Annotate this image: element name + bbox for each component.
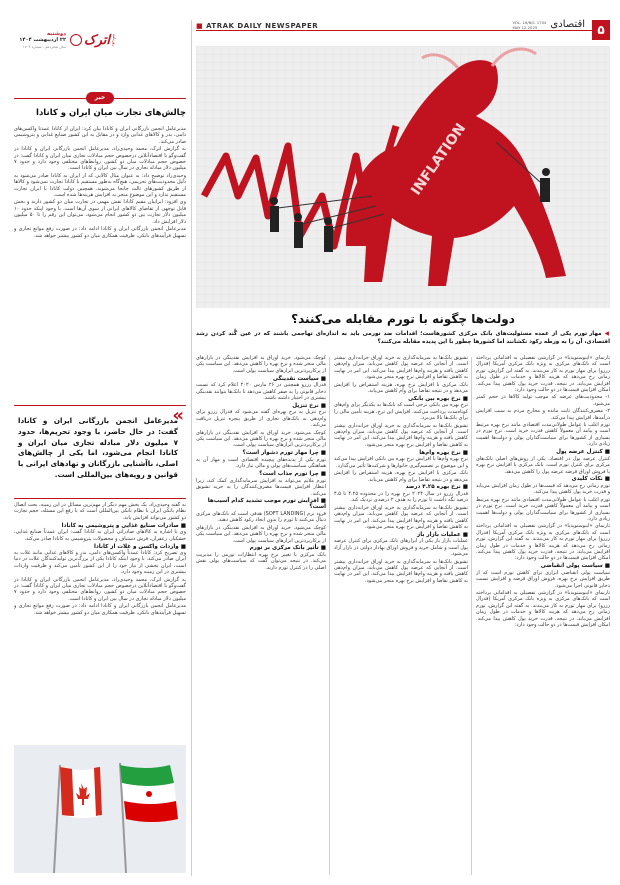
quote-mark-icon: « [172,405,184,426]
page-divider [191,20,192,876]
article-subhead: ■ نرخ بهره وام‌ها [419,449,468,456]
inflation-illustration [196,46,610,308]
article-paragraph: نرخ بهره بین بانکی نرخی است که بانک‌ها به یکدیگر برای وام‌های کوتاه‌مدت پرداخت می‌کنند. افزایش این نرخ، هزینه تأمین مالی را برای بانک‌ها بالا می‌برد. [334,402,468,422]
date-block [14,30,66,50]
side-paragraph: وحیدی‌راد توضیح داد: به عنوان مثال کالایی که از ایران به کانادا صادر می‌شود به دلیل محدودیت‌های تحریمی، هیچ‌گاه به‌طور مستقیم با کانادا تجارت نمی‌شود و کالاها از طریق کشورهای ثالث جابجا می‌شوند. همچنین دولت کانادا با ایران تجارت مستقیم ندارد و این موضوع منجر به افزایش هزینه‌ها شده است. [14,172,186,199]
main-column-2 [334,355,468,877]
article-subhead: ■ نرخ تنزیل [292,402,326,409]
section-name: اقتصادی [550,19,585,30]
article-paragraph: فرود نرم (SOFT LANDING) هدفی است که بانک‌های مرکزی دنبال می‌کنند تا تورم را بدون ایجاد رکود کاهش دهند. [196,510,326,524]
paper-name-en: ■ ATRAK DAILY NEWSPAPER [196,22,321,30]
article-paragraph: نرخ بهره وام‌ها با افزایش نرخ بهره بین بانکی افزایش پیدا می‌کند و این موضوع بر تصمیم‌گیری خانوارها و شرکت‌ها تأثیر می‌گذارد. [334,456,468,469]
article-subhead: ■ نرخ بهره ۴.۲۵ درصد [405,484,468,491]
article-paragraph: کوچک می‌شود. خرید اوراق به افزایش نقدینگی در بازارهای مالی منجر شده و نرخ بهره را کاهش می‌دهد. این سیاست یکی از پرکاربردترین ابزارهای سیاست پولی است. [196,429,326,449]
lead-arrow-icon: ◀ [604,331,610,337]
side-paragraph: مدیرعامل انجمن بازرگانی ایران و کانادا ادامه داد: در صورت رفع موانع تجاری و تسهیل فرآیندهای بانکی، ظرفیت همکاری میان دو کشور بیشتر خواهد شد. [14,226,186,239]
inflation-bull-illustration [196,46,610,308]
article-paragraph: عملیات بازار باز یکی از ابزارهای بانک مرکزی برای کنترل عرضه پول است و شامل خرید و فروش اوراق بهادار دولتی در بازار آزاد می‌شود. [334,538,468,558]
masthead [14,30,186,50]
article-subhead: ■ عملیات بازار باز [417,531,468,538]
side-body-2 [14,502,186,740]
side-body [14,126,186,399]
article-paragraph: تشویق بانک‌ها به سرمایه‌گذاری به خرید اوراق خزانه‌داری بیشتر است. از آنجایی که عرضه پول کاهش می‌یابد، میزان وام‌دهی کاهش یافته و هزینه وام‌ها افزایش پیدا می‌کند. این امر در نهایت به کاهش تقاضا و افزایش نرخ بهره منجر می‌شود. [334,355,468,381]
side-paragraph: به گزارش اترک، محمد وحیدی‌راد، مدیرعامل انجمن بازرگانی ایران و کانادا در گفت‌وگو با اقتصادآنلاین درخصوص حجم مبادلات تجاری میان ایران و کانادا گفت: در خصوص حجم مبادلات میان دو کشور، روابط‌های مختلفی وجود دارد و حدود ۷ میلیون دلار مبادله تجاری در سال بین ایران و کانادا است. [14,576,186,602]
canada-iran-flags-image [14,745,186,873]
article-subhead: ■ سیاست پولی انقباضی [540,563,610,570]
logo [70,30,122,50]
main-headline: دولت‌ها چگونه با تورم مقابله می‌کنند؟ [291,312,515,326]
flags-photo [14,745,186,873]
article-subhead: ■ چرا تورم جذاب است؟ [259,471,326,478]
article-paragraph: بانک مرکزی با تغییر نرخ بهره انتظارات تورمی را مدیریت می‌کند. در نتیجه می‌توان گفت که سیاست‌های پولی نقش اصلی را در کنترل تورم دارند. [196,551,326,571]
logo-sub: روزنامه [112,33,118,47]
article-paragraph: تورم زمانی رخ می‌دهد که قیمت‌ها در طول زمان افزایش می‌یابد و قدرت خرید پول کاهش پیدا می‌کند. [476,482,610,496]
article-paragraph: نرخ تنزیل به نرخ بهره‌ای گفته می‌شود که فدرال رزرو برای وام‌دهی به بانک‌های تجاری از طریق پنجره تنزیل دریافت می‌کند. [196,409,326,429]
article-paragraph: تارنمای «اینوستوپدیا» در گزارشی تفصیلی به اقداماتی پرداخته است که بانک‌های مرکزی به ویژه بانک مرکزی آمریکا (فدرال رزرو) برای مهار تورم به کار می‌بندند. به گفته این گزارش، تورم زمانی رخ می‌دهد که هزینه کالاها و خدمات در طول زمان افزایش می‌یابد. در نتیجه، قدرت خرید پول کاهش پیدا می‌کند. امکان افزایش قیمت‌ها در دو حالت وجود دارد: [476,523,610,562]
side-paragraph: وی تصریح کرد: کانادا عمدتاً واکسن‌های دامی، بذر و کالاهای غذایی مانند غلات به ایران صادر می‌کند. با وجود اینکه کانادا یکی از بزرگ‌ترین تولیدکنندگان غلات در دنیا است، ایران بخشی از نیاز خود را از این کشور تأمین می‌کند و ظرفیت واردات بیشتری در این زمینه وجود دارد. [14,550,186,576]
article-paragraph: فدرال رزرو در سال ۲۰۲۴ نرخ بهره را در محدوده ۴.۲۵ تا ۴.۵ درصد نگه داشت تا تورم را به هدف ۲ درصدی نزدیک کند. [334,490,468,504]
article-subhead: ■ چرا مهار تورم دشوار است؟ [242,450,326,457]
date-fa: ۲۲ اردیبهشت ۱۴۰۴ [19,37,66,43]
side-subhead: ■ واردات واکسن و غلات از کانادا [93,543,186,550]
article-subhead: ■ کنترل عرضه پول [556,449,610,456]
article-paragraph: تشویق بانک‌ها به سرمایه‌گذاری به خرید اوراق خزانه‌داری بیشتر است. از آنجایی که عرضه پول کاهش می‌یابد، میزان وام‌دهی کاهش یافته و هزینه وام‌ها افزایش پیدا می‌کند. این امر در نهایت به کاهش تقاضا و افزایش نرخ بهره منجر می‌شود. [334,558,468,584]
main-lead: ◀ مهار تورم یکی از عمده مسئولیت‌های بانک مرکزی کشورهاست؛ اقدامات ضد تورمی باید به اندازه‌ای تهاجمی باشند که در عین گُند کردن رشد اقتصادی، آن را به ورطه رکود نکشانند اما کشورها چطور با این پدیده مقابله می‌کنند؟ [196,331,610,345]
inflation-label: INFLATION [408,120,470,199]
side-headline: چالش‌های تجارت میان ایران و کانادا [36,108,186,118]
side-subhead: ■ صادرات صنایع غذایی و پتروشیمی به کانادا [61,522,186,529]
page-number: ۵ [592,20,610,40]
side-paragraph: مدیرعامل انجمن بازرگانی ایران و کانادا ادامه داد: در صورت رفع موانع تجاری و تسهیل فرآیندهای بانکی، ظرفیت همکاری میان دو کشور بیشتر خواهد شد. [14,603,186,616]
article-subhead: ■ سیاست نقدینگی [272,375,326,382]
column-divider [471,357,472,875]
day-label: دوشنبه [46,31,66,37]
article-paragraph: ۲- مصرف‌کنندگان ثابت مانده و مخارج مردم به سبب افزایش درآمدها، افزایش پیدا می‌کند. [476,408,610,421]
main-column-1 [476,355,610,877]
column-divider [329,357,330,875]
article-paragraph: تورم ملایم می‌تواند به افزایش سرمایه‌گذاری کمک کند، زیرا انتظار افزایش قیمت‌ها مصرف‌کنندگان را به خرید تشویق می‌کند. [196,477,326,497]
pull-quote [14,405,186,499]
article-paragraph: ۱- محدودیت‌های عرضه که موجب تولید کالاها در حجم کمتر می‌شود. [476,394,610,407]
side-paragraph: وی افزود: ایرانیان مقیم کانادا نقش مهمی در تجارت میان دو کشور دارند و بخش قابل توجهی از تقاضای کالاهای ایرانی از سوی آن‌ها است. با وجود اینکه حدود ۱۰ میلیون دلار تجارت بین دو کشور انجام می‌شود، می‌توان این رقم را تا ۵۰ میلیون دلار افزایش داد. [14,199,186,225]
header-meta [510,19,589,30]
article-paragraph: تارنمای «اینوستوپدیا» در گزارشی تفصیلی به اقداماتی پرداخته است که بانک‌های مرکزی به ویژه بانک مرکزی آمریکا (فدرال رزرو) برای مهار تورم به کار می‌بندند. به گفته این گزارش، تورم زمانی رخ می‌دهد که هزینه کالاها و خدمات در طول زمان افزایش می‌یابد. در نتیجه، قدرت خرید پول کاهش پیدا می‌کند. امکان افزایش قیمت‌ها در دو حالت وجود دارد: [476,590,610,629]
article-paragraph: سیاست پولی انقباضی ابزاری برای کاهش تورم است که از طریق افزایش نرخ بهره، فروش اوراق قرضه و افزایش نسبت ذخایر قانونی اجرا می‌شود. [476,569,610,589]
article-paragraph: تارنمای «اینوستوپدیا» در گزارشی تفصیلی به اقداماتی پرداخته است که بانک‌های مرکزی به ویژه بانک مرکزی آمریکا (فدرال رزرو) برای مهار تورم به کار می‌بندند. به گفته این گزارش، تورم زمانی رخ می‌دهد که هزینه کالاها و خدمات در طول زمان افزایش می‌یابد. در نتیجه، قدرت خرید پول کاهش پیدا می‌کند. امکان افزایش قیمت‌ها در دو حالت وجود دارد: [476,355,610,394]
article-paragraph: بانک مرکزی با افزایش نرخ بهره، هزینه استقراض را افزایش می‌دهد و در نتیجه تقاضا برای وام کاهش می‌یابد. [334,381,468,395]
article-paragraph: کنترل عرضه پول در اقتصاد، یکی از روش‌های اصلی بانک‌های مرکزی برای کنترل تورم است. بانک مرکزی با افزایش نرخ بهره یا فروش اوراق قرضه عرضه پول را کاهش می‌دهد. [476,455,610,475]
article-paragraph: کوچک می‌شود. خرید اوراق به افزایش نقدینگی در بازارهای مالی منجر شده و نرخ بهره را کاهش می‌دهد. این سیاست یکی از پرکاربردترین ابزارهای سیاست پولی است. [196,355,326,374]
article-paragraph: فدرال رزرو همچنین در ۲۶ مارس ۲۰۲۰ اعلام کرد که نسبت ذخایر قانونی را به صفر کاهش می‌دهد تا بانک‌ها بتوانند نقدینگی بیشتری در اختیار داشته باشند. [196,382,326,402]
article-paragraph: تشویق بانک‌ها به سرمایه‌گذاری به خرید اوراق خزانه‌داری بیشتر است. از آنجایی که عرضه پول کاهش می‌یابد، میزان وام‌دهی کاهش یافته و هزینه وام‌ها افزایش پیدا می‌کند. این امر در نهایت به کاهش تقاضا و افزایش نرخ بهره منجر می‌شود. [334,504,468,530]
article-paragraph: تورم اغلب با عوامل طولانی‌مدت اقتصادی مانند نرخ بهره مرتبط است و پیامد آن معمولاً کاهش قدرت خرید است. نرخ تورم در بسیاری از کشورها برای سیاست‌گذاران پولی و دولت‌ها اهمیت زیادی دارد. [476,496,610,522]
side-paragraph: به گفته وحیدی‌راد، یک بخش مهم دیگر از مهم‌ترین مسائل در این زمینه، بحث اتصال نظام بانکی ایران با نظام بانکی بین‌المللی است که با رفع این مسئله، حجم تجارت دو کشور می‌تواند افزایش یابد. [14,502,186,521]
main-column-3 [196,355,326,877]
article-subhead: ■ افزایش تورم موجب تشدید کدام آسیب‌ها است؟ [207,498,326,511]
article-paragraph: تشویق بانک‌ها به سرمایه‌گذاری به خرید اوراق خزانه‌داری بیشتر است. از آنجایی که عرضه پول کاهش می‌یابد، میزان وام‌دهی کاهش یافته و هزینه وام‌ها افزایش پیدا می‌کند. این امر در نهایت به کاهش تقاضا و افزایش نرخ بهره منجر می‌شود. [334,422,468,448]
news-kicker-badge: خبر [86,92,114,104]
tagline: سال شانزدهم - شماره ۱۷۰۴ [22,44,66,49]
article-subhead: ■ نکات کلیدی [571,476,610,483]
vol-date: VOL. 16/NO. 1704 MAY 12.2025 [512,19,547,30]
page-header [196,18,610,44]
article-paragraph: تورم اغلب با عوامل طولانی‌مدت اقتصادی مانند نرخ بهره مرتبط است و پیامد آن معمولاً کاهش قدرت خرید است. نرخ تورم در بسیاری از کشورها برای سیاست‌گذاران پولی و دولت‌ها اهمیت زیادی دارد. [476,422,610,448]
article-subhead: ■ نرخ بهره بین بانکی [408,395,468,402]
side-paragraph: وی با اشاره به کالاهای صادراتی ایران به کانادا گفت: ایران عمدتاً صنایع غذایی، خشکبار، زعفران، فرش دستباف و محصولات پتروشیمی به کانادا صادر می‌کند. [14,529,186,542]
side-paragraph: به گزارش اترک، محمد وحیدی‌راد، مدیرعامل انجمن بازرگانی ایران و کانادا در گفت‌وگو با اقتصادآنلاین درخصوص حجم مبادلات تجاری میان ایران و کانادا گفت: در خصوص حجم مبادلات میان دو کشور، روابط‌های مختلفی وجود دارد و حدود ۷ میلیون دلار مبادله تجاری در سال بین ایران و کانادا است. [14,146,186,172]
pull-quote-text: مدیرعامل انجمن بازرگانی ایران و کانادا گفت: در حال حاضر، با وجود تحریم‌ها، حدود ۷ میلیون دلار مبادله تجاری میان ایران و کانادا انجام می‌شود، اما یکی از چالش‌های اصلی، ناآشنایی بازرگانان و نهادهای ایرانی با قوانین و رویه‌های بین‌المللی است. [17,416,178,479]
side-paragraph: مدیرعامل انجمن بازرگانی ایران و کانادا بیان کرد: ایران از کانادا عمدتاً واکسن‌های دامی، بذر و کالاهای غذایی وارد و در مقابل به این کشور صنایع غذایی و پتروشیمی صادر می‌کند. [14,126,186,145]
header-rule [196,30,610,31]
article-paragraph: تورم یکی از پدیده‌های پیچیده اقتصادی است و مهار آن به هماهنگی سیاست‌های پولی و مالی نیاز دارد. [196,456,326,470]
article-subhead: ■ تأثیر بانک مرکزی بر تورم [249,545,326,552]
logo-mark-icon [70,34,82,46]
news-kicker-row [14,92,186,105]
article-paragraph: کوچک می‌شود. خرید اوراق به افزایش نقدینگی در بازارهای مالی منجر شده و نرخ بهره را کاهش می‌دهد. این سیاست یکی از پرکاربردترین ابزارهای سیاست پولی است. [196,524,326,544]
article-paragraph: بانک مرکزی با افزایش نرخ بهره، هزینه استقراض را افزایش می‌دهد و در نتیجه تقاضا برای وام کاهش می‌یابد. [334,470,468,483]
logo-text: اترک [84,32,111,48]
